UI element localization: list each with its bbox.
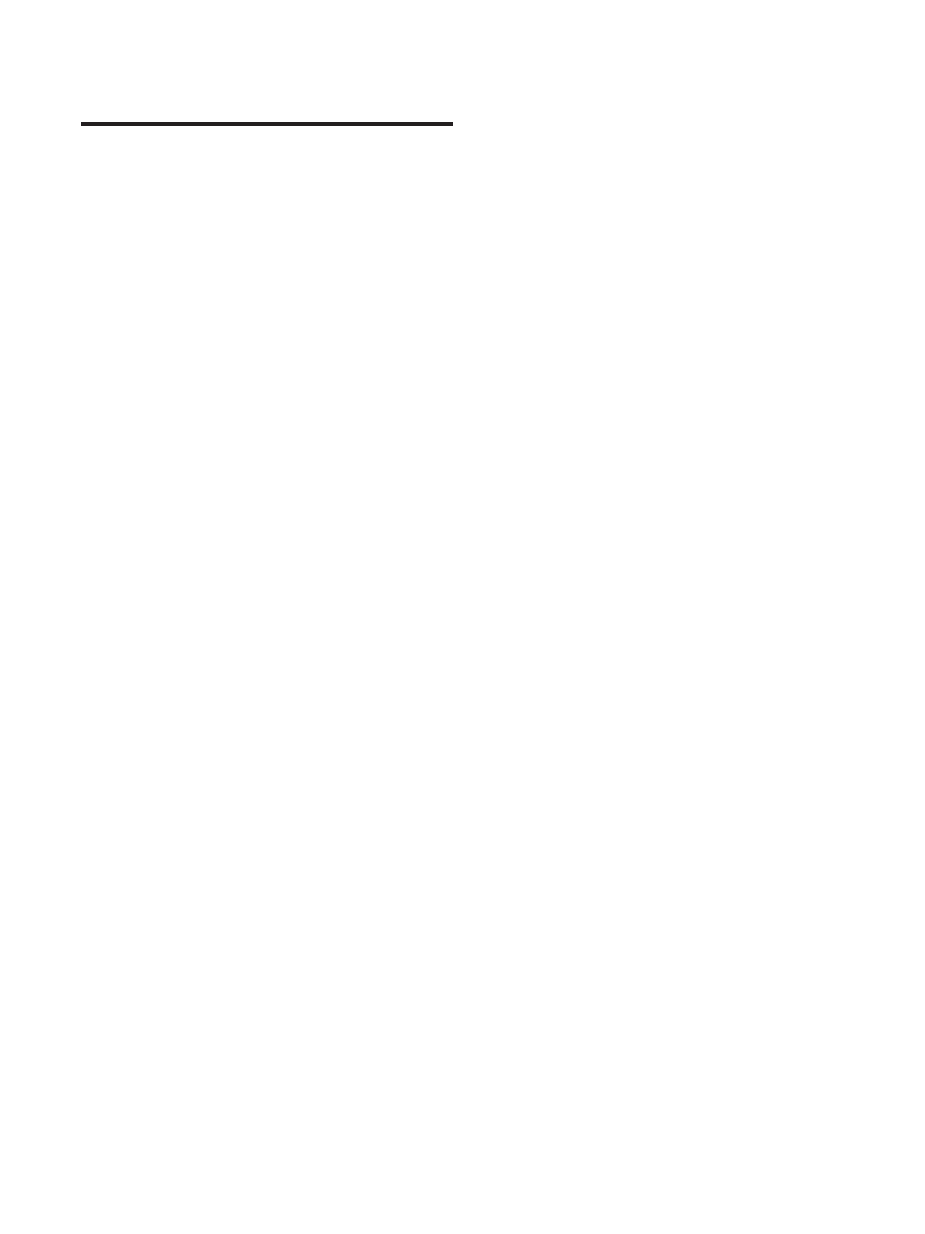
- subsection-heading-liquid: [81, 206, 453, 224]
- figure-1-chart: [481, 840, 861, 1110]
- section-rule: [81, 122, 453, 126]
- section-heading-introduction: [81, 132, 453, 152]
- right-column: [481, 128, 853, 223]
- subsection-heading-vapor: [481, 170, 853, 188]
- left-column: [81, 122, 453, 241]
